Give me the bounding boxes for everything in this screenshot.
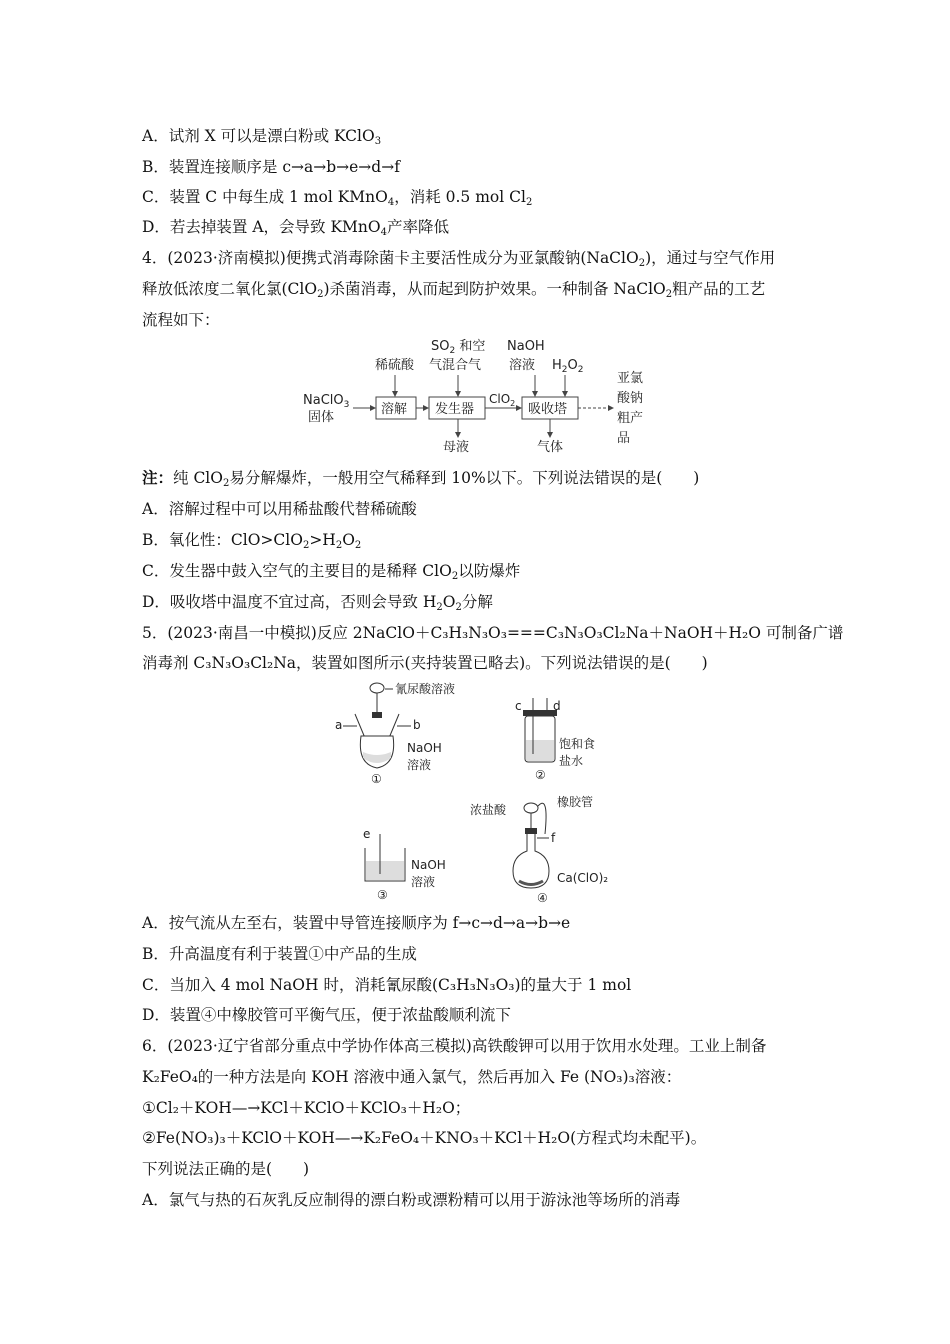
flow-label-clo2: ClO$_2$	[489, 392, 516, 408]
flow-input-solid: 固体	[308, 410, 335, 425]
flow-reagent-naoh: NaOH	[507, 339, 545, 354]
svg-text:④: ④	[537, 891, 548, 905]
apparatus-2	[515, 698, 595, 782]
q6-option-a: A．氯气与热的石灰乳反应制得的漂白粉或漂粉精可以用于游泳池等场所的消毒	[142, 1191, 681, 1209]
svg-text:a: a	[335, 718, 343, 732]
svg-text:③: ③	[377, 888, 388, 902]
svg-text:溶液: 溶液	[411, 875, 436, 889]
svg-text:NaOH: NaOH	[411, 858, 446, 872]
q5-option-d: D．装置④中橡胶管可平衡气压，便于浓盐酸顺利流下	[142, 1006, 511, 1024]
q6-equation-1: ①Cl₂＋KOH—→KCl＋KClO＋KClO₃＋H₂O；	[142, 1099, 471, 1117]
svg-text:②: ②	[535, 768, 546, 782]
svg-text:溶液: 溶液	[509, 358, 536, 373]
flow-reagent-h2o2: $H_2O_2$	[552, 358, 584, 375]
svg-text:盐水: 盐水	[559, 754, 584, 768]
apparatus-4	[470, 794, 608, 905]
flow-byproduct-mother-liquor: 母液	[443, 440, 470, 455]
svg-text:气混合气: 气混合气	[429, 358, 482, 373]
q4-stem-line1: 4．(2023·济南模拟)便携式消毒除菌卡主要活性成分为亚氯酸钠(NaClO$_2$)，通过与空气作用	[142, 249, 776, 269]
q6-stem-line1: 6．(2023·辽宁省部分重点中学协作体高三模拟)高铁酸钾可以用于饮用水处理。工业上制备	[142, 1037, 767, 1055]
svg-text:橡胶管: 橡胶管	[557, 795, 594, 809]
svg-text:c: c	[515, 699, 522, 713]
apparatus-3	[363, 827, 446, 902]
svg-text:溶解: 溶解	[381, 402, 408, 417]
q4-stem-line3: 流程如下：	[142, 311, 220, 329]
q3-option-a: A．试剂 X 可以是漂白粉或 KClO$_3$	[142, 127, 382, 147]
svg-text:饱和食: 饱和食	[559, 737, 596, 751]
process-flow-diagram	[295, 334, 665, 462]
q6-equation-2: ②Fe(NO₃)₃＋KClO＋KOH—→K₂FeO₄＋KNO₃＋KCl＋H₂O(方程式均未配平)。	[142, 1129, 707, 1147]
q5-option-b: B．升高温度有利于装置①中产品的生成	[142, 945, 417, 963]
svg-text:①: ①	[371, 772, 382, 786]
flow-reagent-h2so4: 稀硫酸	[375, 358, 415, 373]
svg-text:e: e	[363, 827, 371, 841]
q4-option-a: A．溶解过程中可以用稀盐酸代替稀硫酸	[142, 500, 417, 518]
q4-option-c: C．发生器中鼓入空气的主要目的是稀释 ClO$_2$以防爆炸	[142, 562, 521, 582]
q4-option-b: B．氧化性：$ClO>ClO_2>H_2O_2$	[142, 531, 362, 551]
svg-text:NaOH: NaOH	[407, 741, 442, 755]
svg-text:溶液: 溶液	[407, 758, 432, 772]
q6-stem-line2: K₂FeO₄的一种方法是向 KOH 溶液中通入氯气，然后再加入 Fe (NO₃)₃溶液：	[142, 1068, 682, 1086]
q4-option-d: D．吸收塔中温度不宜过高，否则会导致 $H_2O_2$分解	[142, 593, 493, 613]
flow-product: 亚氯 酸钠 粗产 品	[617, 371, 644, 446]
svg-text:吸收塔: 吸收塔	[528, 402, 568, 417]
q5-option-c: C．当加入 4 mol NaOH 时，消耗氰尿酸(C₃H₃N₃O₃)的量大于 1 mol	[142, 976, 632, 994]
q5-stem-line2: 消毒剂 C₃N₃O₃Cl₂Na，装置如图所示(夹持装置已略去)。下列说法错误的是( )	[142, 654, 708, 672]
svg-text:发生器: 发生器	[435, 402, 475, 417]
q3-option-b: B．装置连接顺序是 c→a→b→e→d→f	[142, 158, 400, 176]
q5-option-a: A．按气流从左至右，装置中导管连接顺序为 f→c→d→a→b→e	[142, 914, 571, 932]
q6-question: 下列说法正确的是( )	[142, 1160, 310, 1178]
q4-note: 注：纯 ClO$_2$易分解爆炸，一般用空气稀释到 10%以下。下列说法错误的是( )	[142, 468, 700, 489]
svg-text:Ca(ClO)₂: Ca(ClO)₂	[557, 871, 609, 885]
svg-text:氰尿酸溶液: 氰尿酸溶液	[395, 682, 456, 696]
svg-text:b: b	[413, 718, 421, 732]
flow-reagent-so2-air: $SO_2$ 和空	[431, 339, 486, 356]
flow-input-naclo3: NaClO$_3$	[303, 393, 350, 410]
svg-text:f: f	[551, 831, 556, 845]
q3-option-d: D．若去掉装置 A，会导致 KMnO$_4$产率降低	[142, 218, 450, 238]
q5-stem-line1: 5．(2023·南昌一中模拟)反应 2NaClO＋C₃H₃N₃O₃===C₃N₃O₃Cl₂Na＋NaOH＋H₂O 可制备广谱	[142, 624, 844, 642]
q3-option-c: C．装置 C 中每生成 1 mol KMnO$_4$，消耗 0.5 mol $Cl_2$	[142, 188, 533, 208]
svg-text:浓盐酸: 浓盐酸	[470, 803, 507, 817]
apparatus-1	[335, 681, 455, 786]
svg-text:d: d	[553, 699, 561, 713]
q4-stem-line2: 释放低浓度二氧化氯(ClO$_2$)杀菌消毒，从而起到防护效果。一种制备 NaClO$_2$粗产品的工艺	[142, 280, 766, 300]
apparatus-figure	[335, 676, 625, 912]
flow-byproduct-gas: 气体	[537, 440, 564, 455]
